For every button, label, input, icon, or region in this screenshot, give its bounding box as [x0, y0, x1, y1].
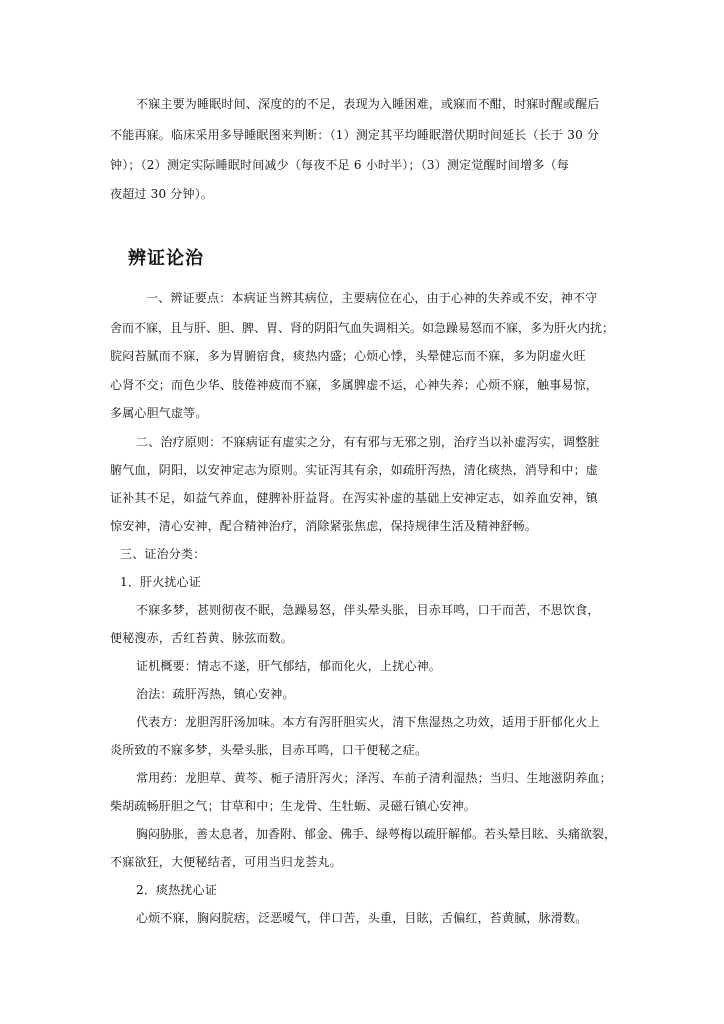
- subsection-heading: 三、证治分类：: [120, 547, 206, 561]
- intro-line: 夜超过 30 分钟）。: [110, 187, 214, 201]
- paragraph-line: 炎所致的不寐多梦，头晕头胀，目赤耳鸣，口干便秘之症。: [110, 743, 428, 757]
- subsection-heading: 2．痰热扰心证: [136, 883, 218, 897]
- paragraph-line: 一、辨证要点：本病证当辨其病位，主要病位在心，由于心神的失养或不安，神不守: [146, 291, 598, 305]
- paragraph-line: 代表方：龙胆泻肝汤加味。本方有泻肝胆实火，清下焦湿热之功效，适用于肝郁化火上: [136, 715, 600, 729]
- paragraph-line: 常用药：龙胆草、黄芩、栀子清肝泻火；泽泻、车前子清利湿热；当归、生地滋阴养血；: [136, 771, 612, 785]
- paragraph-line: 证补其不足，如益气养血，健脾补肝益肾。在泻实补虚的基础上安神定志，如养血安神，镇: [110, 491, 599, 505]
- paragraph-line: 便秘溲赤，舌红苔黄、脉弦而数。: [110, 631, 294, 645]
- paragraph-line: 证机概要：情志不遂，肝气郁结，郁而化火，上扰心神。: [136, 659, 442, 673]
- paragraph-line: 不寐多梦，甚则彻夜不眠，急躁易怒，伴头晕头胀，目赤耳鸣，口干而苦，不思饮食，: [136, 603, 600, 617]
- paragraph-line: 脘闷苔腻而不寐，多为胃腑宿食，痰热内盛；心烦心悸，头晕健忘而不寐，多为阴虚火旺: [110, 349, 586, 363]
- section-heading: 辨证论治: [128, 248, 204, 269]
- paragraph-line: 心肾不交；而色少华、肢倦神疲而不寐，多属脾虚不运，心神失养；心烦不寐，触事易惊，: [110, 378, 599, 392]
- intro-line: 钟）；（2）测定实际睡眠时间减少（每夜不足 6 小时半）；（3）测定觉醒时间增多（每: [110, 158, 569, 172]
- paragraph-line: 治法：疏肝泻热，镇心安神。: [136, 687, 295, 701]
- paragraph-line: 二、治疗原则：不寐病证有虚实之分，有有邪与无邪之别，治疗当以补虚泻实，调整脏: [136, 435, 600, 449]
- paragraph-line: 柴胡疏畅肝胆之气；甘草和中；生龙骨、生牡蛎、灵磁石镇心安神。: [110, 799, 477, 813]
- paragraph-line: 胸闷胁胀，善太息者，加香附、郁金、佛手、绿萼梅以疏肝解郁。若头晕目眩、头痛欲裂，: [136, 827, 617, 841]
- subsection-heading: 1．肝火扰心证: [120, 575, 202, 589]
- intro-line: 不能再寐。临床采用多导睡眠图来判断：（1）测定其平均睡眠潜伏期时间延长（长于 30 分: [110, 128, 600, 142]
- paragraph-line: 舍而不寐，且与肝、胆、脾、胃、肾的阴阳气血失调相关。如急躁易怒而不寐，多为肝火内扰；: [110, 321, 615, 335]
- intro-line: 不寐主要为睡眠时间、深度的的不足，表现为入睡困难，或寐而不酣，时寐时醒或醒后: [136, 97, 600, 111]
- paragraph-line: 多属心胆气虚等。: [110, 406, 208, 420]
- paragraph-line: 不寐欲狂，大便秘结者，可用当归龙荟丸。: [110, 855, 342, 869]
- paragraph-line: 惊安神，清心安神，配合精神治疗，消除紧张焦虑，保持规律生活及精神舒畅。: [110, 519, 538, 533]
- paragraph-line: 心烦不寐，胸闷脘痞，泛恶嗳气，伴口苦，头重，目眩，舌偏红，苔黄腻，脉滑数。: [136, 911, 588, 925]
- paragraph-line: 腑气血，阴阳，以安神定志为原则。实证泻其有余，如疏肝泻热，清化痰热，消导和中；虚: [110, 463, 599, 477]
